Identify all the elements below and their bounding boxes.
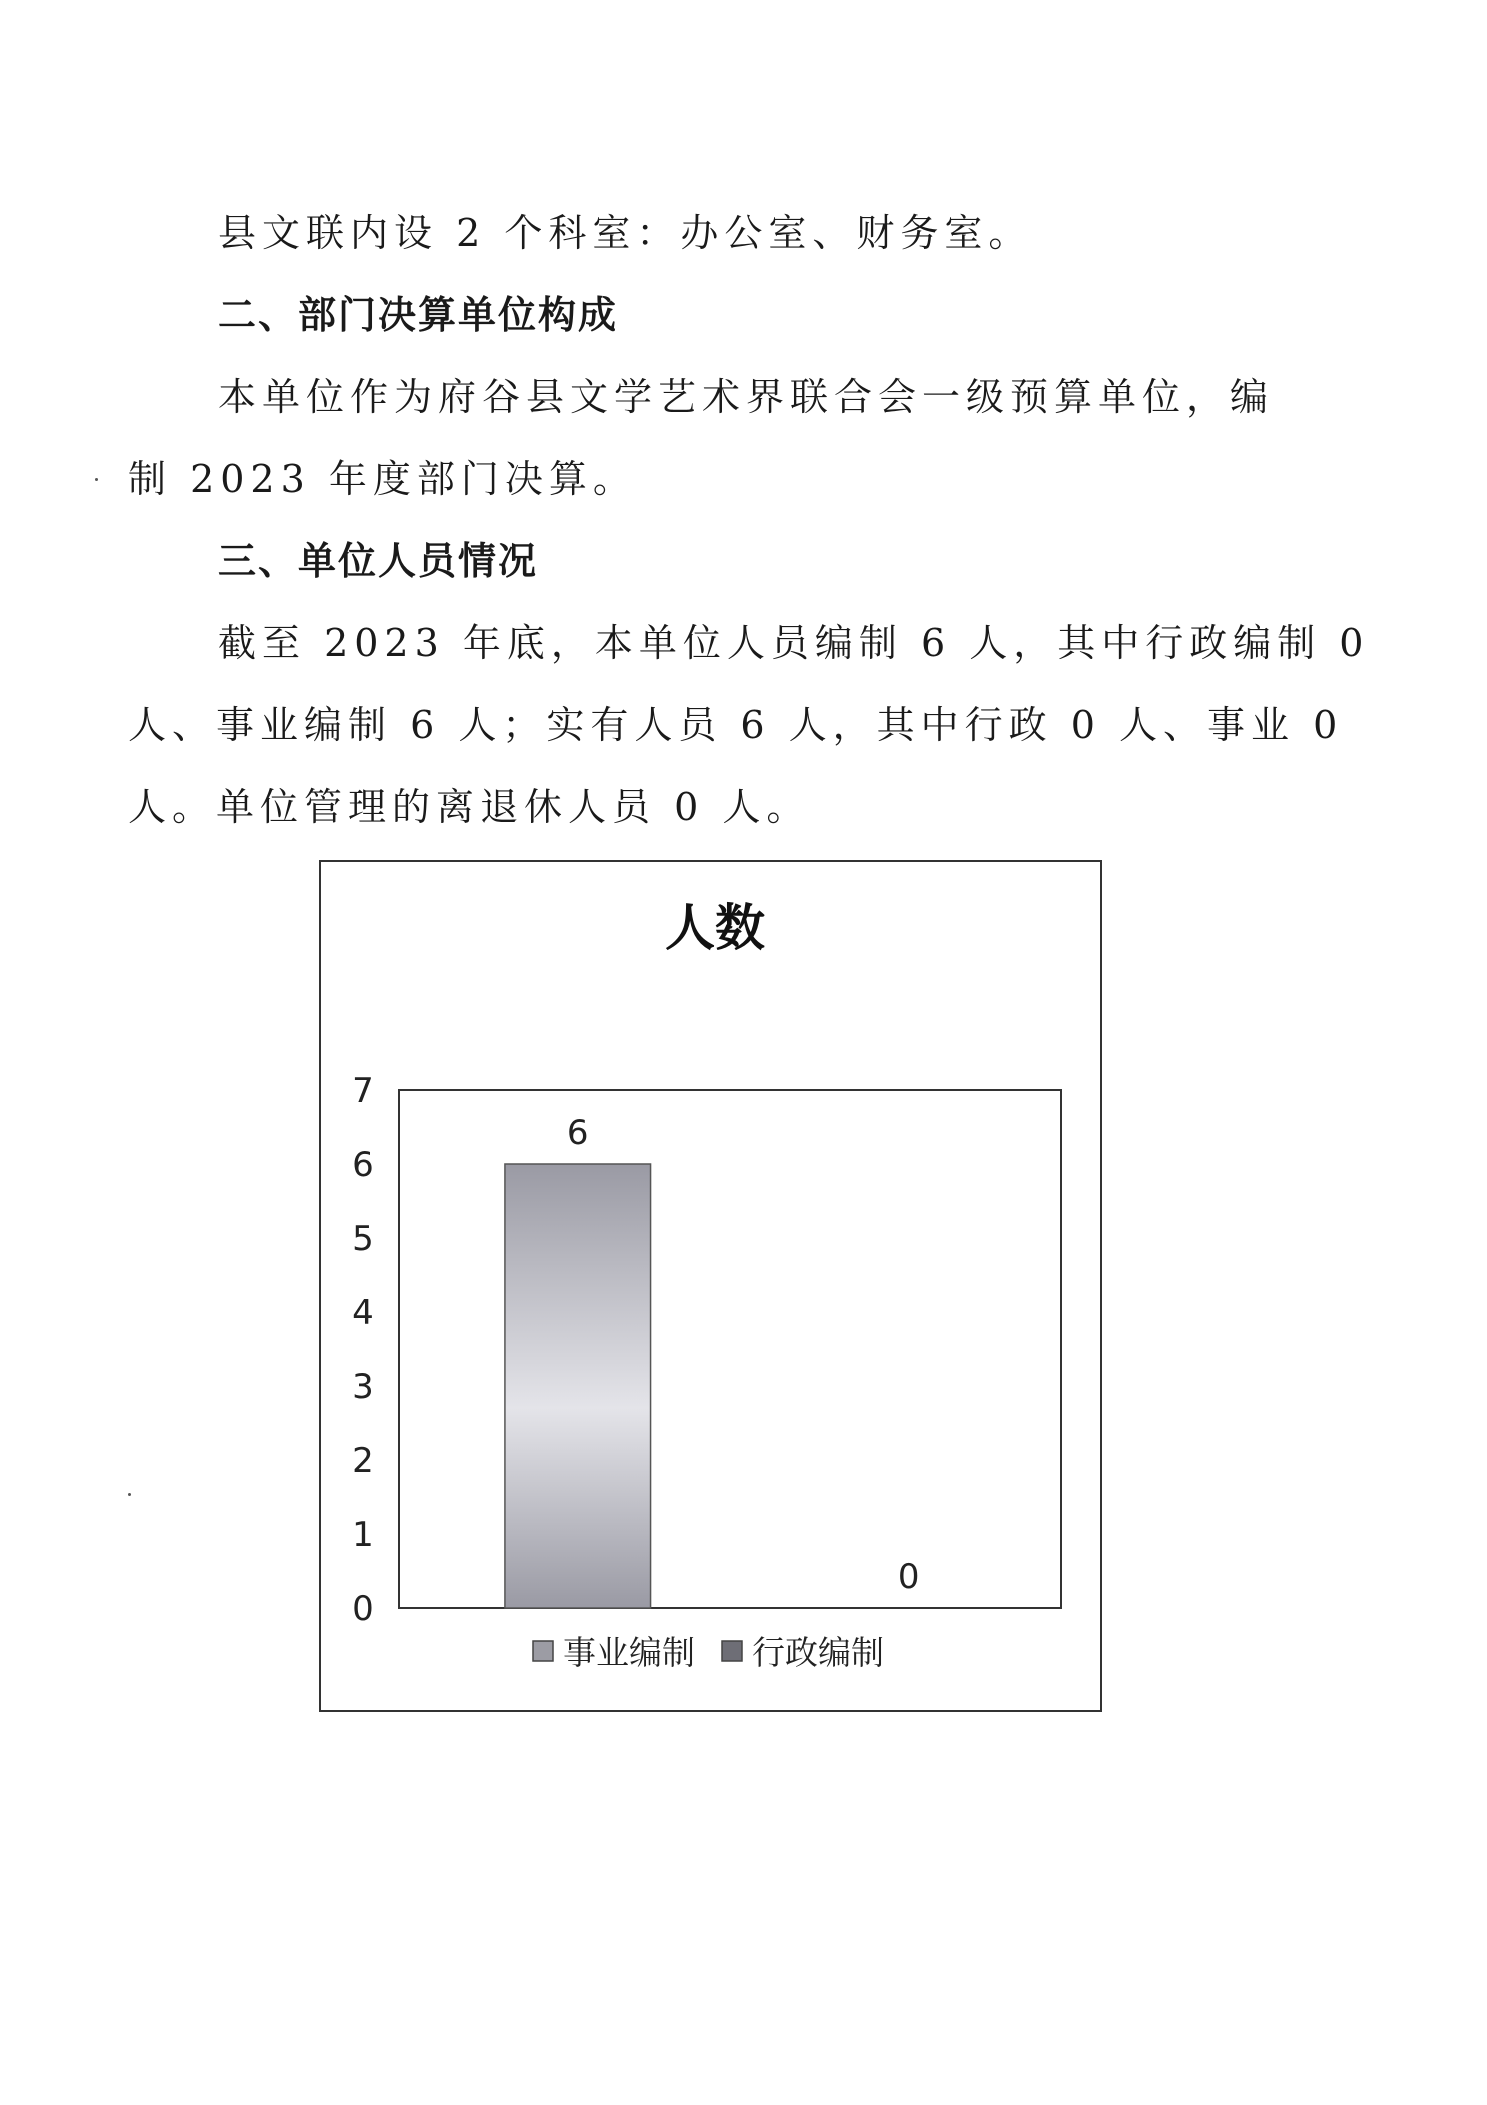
y-tick-label: 6	[352, 1145, 374, 1185]
scan-speck	[95, 478, 98, 481]
staff-paragraph-line-2: 人、事业编制 6 人；实有人员 6 人，其中行政 0 人、事业 0	[128, 703, 1344, 747]
chart-svg	[321, 862, 1100, 1710]
y-tick-label: 4	[352, 1293, 374, 1333]
plot-area	[399, 1090, 1061, 1608]
legend-label: 事业编制	[563, 1633, 695, 1672]
unit-paragraph-line-2: 制 2023 年度部门决算。	[128, 457, 637, 501]
bar-1	[505, 1164, 651, 1608]
unit-paragraph-line-1: 本单位作为府谷县文学艺术界联合会一级预算单位，编	[218, 375, 1275, 419]
legend	[533, 1633, 884, 1672]
staff-count-chart	[319, 860, 1102, 1712]
bars	[505, 1164, 651, 1608]
staff-paragraph-line-3: 人。单位管理的离退休人员 0 人。	[128, 785, 811, 829]
y-tick-label: 2	[352, 1441, 374, 1481]
legend-label: 行政编制	[752, 1633, 884, 1672]
data-label: 0	[897, 1557, 920, 1597]
y-tick-label: 1	[352, 1515, 374, 1555]
offices-line: 县文联内设 2 个科室：办公室、财务室。	[218, 211, 1033, 255]
legend-swatch-2	[722, 1641, 742, 1661]
section-heading-staff: 三、单位人员情况	[218, 539, 539, 583]
y-tick-label: 7	[352, 1071, 374, 1111]
y-tick-label: 5	[352, 1219, 374, 1259]
legend-swatch-1	[533, 1641, 553, 1661]
chart-title: 人数	[665, 899, 765, 957]
scan-speck	[128, 1493, 131, 1496]
y-tick-label: 0	[352, 1589, 374, 1629]
y-tick-label: 3	[352, 1367, 374, 1407]
y-axis-ticks	[352, 1071, 374, 1629]
data-label: 6	[566, 1113, 589, 1153]
staff-paragraph-line-1: 截至 2023 年底，本单位人员编制 6 人，其中行政编制 0	[218, 621, 1370, 665]
section-heading-unit-composition: 二、部门决算单位构成	[218, 293, 619, 337]
